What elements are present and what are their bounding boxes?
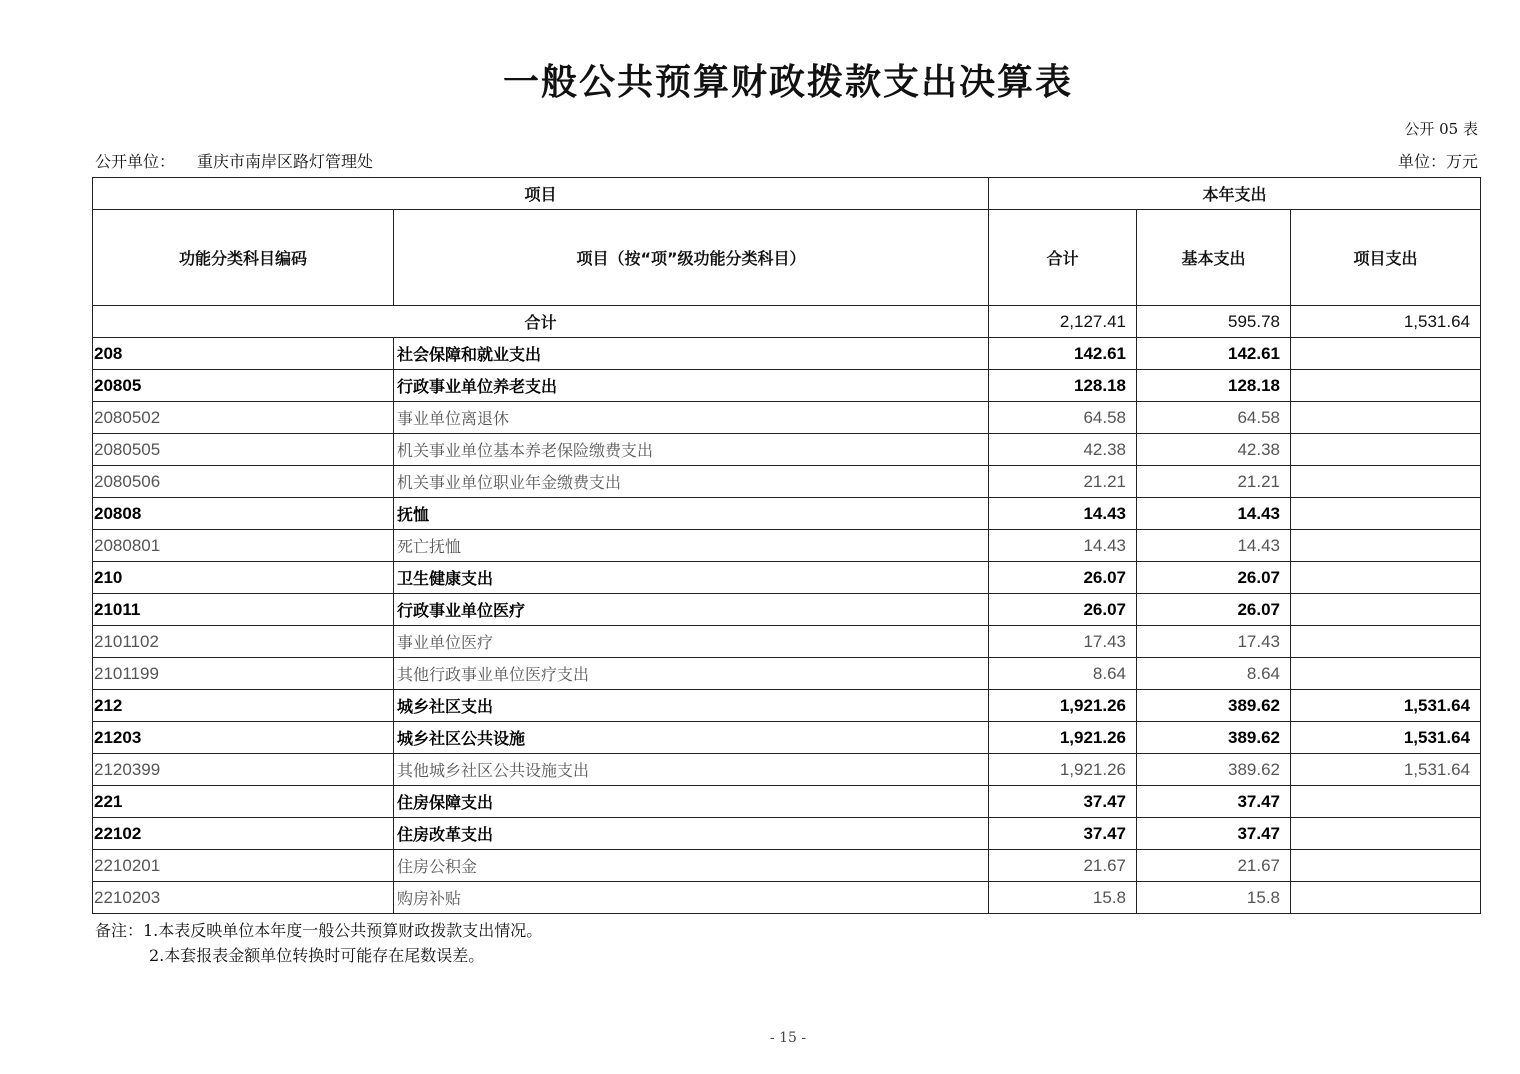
item-name-cell: 住房改革支出 <box>394 818 989 850</box>
basic-cell: 42.38 <box>1137 434 1291 466</box>
total-cell: 17.43 <box>989 626 1137 658</box>
project-cell <box>1291 338 1481 370</box>
total-cell: 142.61 <box>989 338 1137 370</box>
item-name-cell: 死亡抚恤 <box>394 530 989 562</box>
total-cell: 8.64 <box>989 658 1137 690</box>
basic-cell: 128.18 <box>1137 370 1291 402</box>
total-cell: 64.58 <box>989 402 1137 434</box>
basic-cell: 8.64 <box>1137 658 1291 690</box>
expenditure-table <box>92 177 1481 914</box>
publishing-unit-label: 公开单位： <box>95 152 176 171</box>
total-row <box>93 306 1481 338</box>
header-group-expenditure: 本年支出 <box>989 178 1481 210</box>
total-cell: 1,921.26 <box>989 690 1137 722</box>
total-label: 合计 <box>93 306 989 338</box>
code-cell: 2210203 <box>93 882 394 914</box>
total-amount: 2,127.41 <box>989 306 1137 338</box>
basic-cell: 389.62 <box>1137 754 1291 786</box>
basic-cell: 64.58 <box>1137 402 1291 434</box>
table-row <box>93 402 1481 434</box>
header-group-project: 项目 <box>93 178 989 210</box>
code-cell: 208 <box>93 338 394 370</box>
publishing-unit <box>95 149 373 172</box>
code-cell: 2080505 <box>93 434 394 466</box>
basic-cell: 37.47 <box>1137 818 1291 850</box>
total-cell: 21.21 <box>989 466 1137 498</box>
total-cell: 14.43 <box>989 498 1137 530</box>
basic-cell: 37.47 <box>1137 786 1291 818</box>
project-cell <box>1291 562 1481 594</box>
code-cell: 20808 <box>93 498 394 530</box>
table-row <box>93 370 1481 402</box>
item-name-cell: 其他行政事业单位医疗支出 <box>394 658 989 690</box>
project-cell: 1,531.64 <box>1291 690 1481 722</box>
total-basic: 595.78 <box>1137 306 1291 338</box>
basic-cell: 21.21 <box>1137 466 1291 498</box>
total-cell: 1,921.26 <box>989 754 1137 786</box>
table-row <box>93 498 1481 530</box>
header-total: 合计 <box>989 210 1137 306</box>
code-cell: 2120399 <box>93 754 394 786</box>
basic-cell: 21.67 <box>1137 850 1291 882</box>
note-line-2: 2.本套报表金额单位转换时可能存在尾数误差。 <box>149 946 485 965</box>
table-row <box>93 562 1481 594</box>
item-name-cell: 事业单位离退休 <box>394 402 989 434</box>
code-cell: 2210201 <box>93 850 394 882</box>
code-cell: 210 <box>93 562 394 594</box>
total-project: 1,531.64 <box>1291 306 1481 338</box>
total-cell: 15.8 <box>989 882 1137 914</box>
item-name-cell: 购房补贴 <box>394 882 989 914</box>
table-row <box>93 658 1481 690</box>
item-name-cell: 行政事业单位养老支出 <box>394 370 989 402</box>
item-name-cell: 卫生健康支出 <box>394 562 989 594</box>
item-name-cell: 其他城乡社区公共设施支出 <box>394 754 989 786</box>
project-cell <box>1291 626 1481 658</box>
total-cell: 26.07 <box>989 562 1137 594</box>
item-name-cell: 行政事业单位医疗 <box>394 594 989 626</box>
table-number: 公开 05 表 <box>1404 120 1478 138</box>
project-cell <box>1291 402 1481 434</box>
project-cell <box>1291 658 1481 690</box>
total-cell: 37.47 <box>989 818 1137 850</box>
table-row <box>93 850 1481 882</box>
code-cell: 20805 <box>93 370 394 402</box>
table-row <box>93 338 1481 370</box>
header-column-row <box>93 210 1481 306</box>
total-cell: 37.47 <box>989 786 1137 818</box>
total-cell: 128.18 <box>989 370 1137 402</box>
basic-cell: 389.62 <box>1137 690 1291 722</box>
item-name-cell: 城乡社区支出 <box>394 690 989 722</box>
table-row <box>93 594 1481 626</box>
total-cell: 1,921.26 <box>989 722 1137 754</box>
project-cell: 1,531.64 <box>1291 722 1481 754</box>
table-row <box>93 434 1481 466</box>
header-project: 项目支出 <box>1291 210 1481 306</box>
project-cell <box>1291 594 1481 626</box>
code-cell: 2080506 <box>93 466 394 498</box>
code-cell: 2080502 <box>93 402 394 434</box>
code-cell: 221 <box>93 786 394 818</box>
code-cell: 22102 <box>93 818 394 850</box>
project-cell: 1,531.64 <box>1291 754 1481 786</box>
item-name-cell: 机关事业单位基本养老保险缴费支出 <box>394 434 989 466</box>
basic-cell: 14.43 <box>1137 498 1291 530</box>
basic-cell: 142.61 <box>1137 338 1291 370</box>
code-cell: 21011 <box>93 594 394 626</box>
note-line-1: 备注：1.本表反映单位本年度一般公共预算财政拨款支出情况。 <box>95 921 543 940</box>
table-row <box>93 626 1481 658</box>
basic-cell: 14.43 <box>1137 530 1291 562</box>
total-cell: 42.38 <box>989 434 1137 466</box>
table-row <box>93 722 1481 754</box>
header-basic: 基本支出 <box>1137 210 1291 306</box>
total-cell: 21.67 <box>989 850 1137 882</box>
project-cell <box>1291 466 1481 498</box>
code-cell: 2101199 <box>93 658 394 690</box>
table-row <box>93 530 1481 562</box>
item-name-cell: 住房公积金 <box>394 850 989 882</box>
project-cell <box>1291 370 1481 402</box>
project-cell <box>1291 786 1481 818</box>
header-code: 功能分类科目编码 <box>93 210 394 306</box>
table-row <box>93 466 1481 498</box>
basic-cell: 17.43 <box>1137 626 1291 658</box>
total-cell: 14.43 <box>989 530 1137 562</box>
notes <box>95 918 542 968</box>
basic-cell: 26.07 <box>1137 594 1291 626</box>
table-row <box>93 754 1481 786</box>
code-cell: 2101102 <box>93 626 394 658</box>
item-name-cell: 机关事业单位职业年金缴费支出 <box>394 466 989 498</box>
table-row <box>93 690 1481 722</box>
basic-cell: 15.8 <box>1137 882 1291 914</box>
project-cell <box>1291 850 1481 882</box>
code-cell: 21203 <box>93 722 394 754</box>
project-cell <box>1291 498 1481 530</box>
code-cell: 212 <box>93 690 394 722</box>
table-row <box>93 786 1481 818</box>
item-name-cell: 抚恤 <box>394 498 989 530</box>
project-cell <box>1291 882 1481 914</box>
page-number: - 15 - <box>769 1030 807 1046</box>
item-name-cell: 社会保障和就业支出 <box>394 338 989 370</box>
item-name-cell: 事业单位医疗 <box>394 626 989 658</box>
page-title: 一般公共预算财政拨款支出决算表 <box>502 62 1073 103</box>
basic-cell: 389.62 <box>1137 722 1291 754</box>
project-cell <box>1291 434 1481 466</box>
project-cell <box>1291 530 1481 562</box>
total-cell: 26.07 <box>989 594 1137 626</box>
project-cell <box>1291 818 1481 850</box>
basic-cell: 26.07 <box>1137 562 1291 594</box>
code-cell: 2080801 <box>93 530 394 562</box>
item-name-cell: 城乡社区公共设施 <box>394 722 989 754</box>
table-row <box>93 818 1481 850</box>
table-row <box>93 882 1481 914</box>
header-group-row <box>93 178 1481 210</box>
publishing-unit-name: 重庆市南岸区路灯管理处 <box>197 152 374 171</box>
header-item: 项目（按“项”级功能分类科目） <box>394 210 989 306</box>
item-name-cell: 住房保障支出 <box>394 786 989 818</box>
currency-unit: 单位：万元 <box>1397 152 1478 171</box>
